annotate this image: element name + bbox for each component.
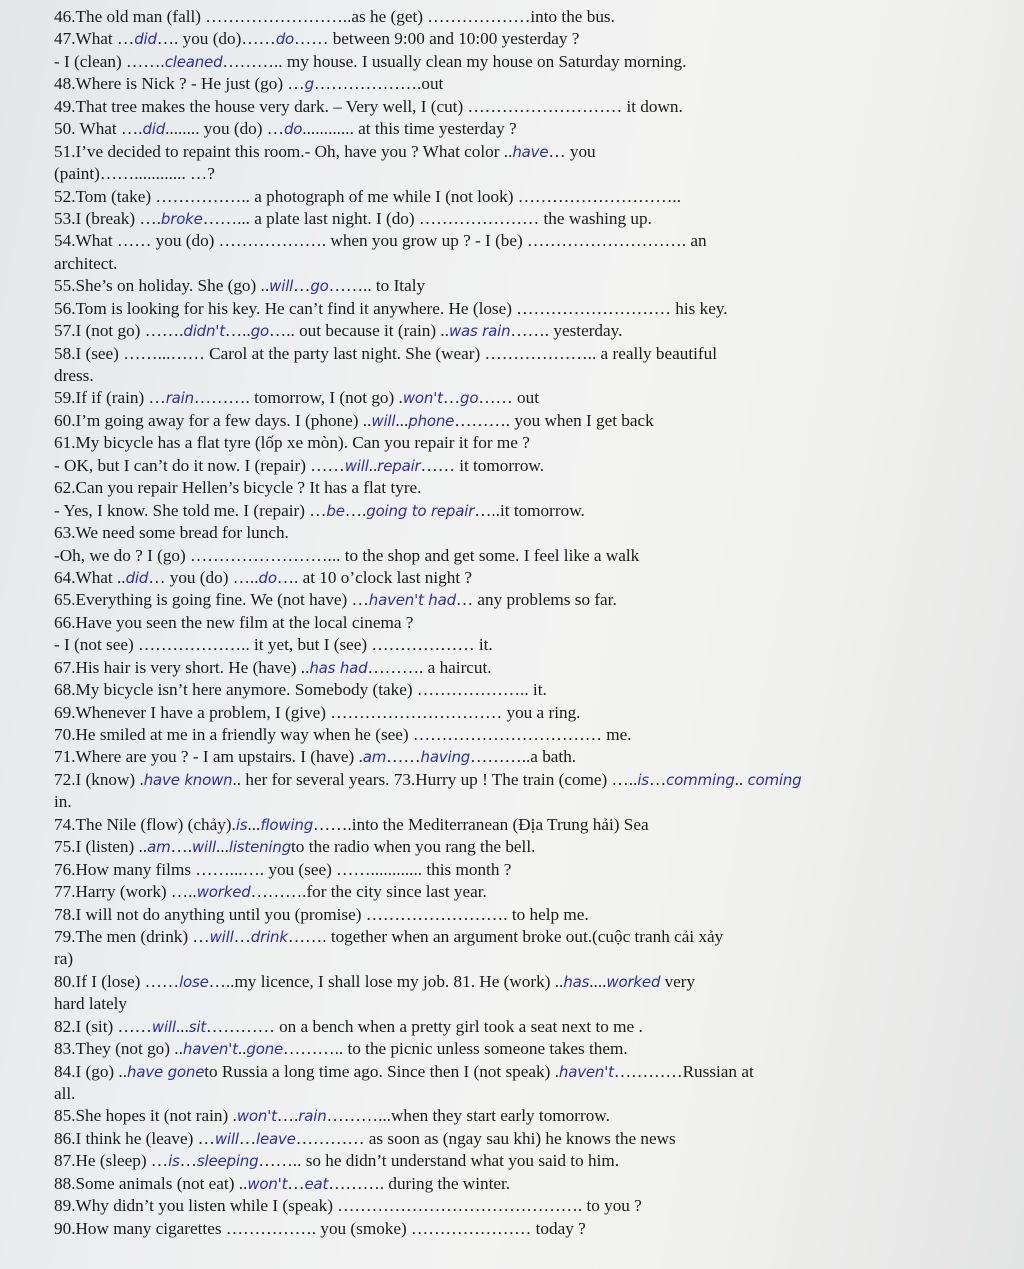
handwritten-answer: won't (402, 389, 443, 408)
printed-text: .. (368, 455, 378, 475)
exercise-line (54, 769, 984, 791)
exercise-line (54, 1128, 984, 1150)
printed-text: ………. tomorrow, I (not go) . (193, 388, 403, 408)
handwritten-answer: go (250, 322, 269, 341)
printed-text: 87.He (sleep) … (54, 1151, 169, 1171)
handwritten-answer: rain (298, 1107, 327, 1126)
printed-text: … (238, 1128, 257, 1148)
handwritten-answer: was rain (448, 322, 511, 341)
exercise-line (54, 1173, 984, 1195)
handwritten-answer: didn't (183, 322, 225, 341)
handwritten-answer: coming (747, 770, 802, 789)
handwritten-answer: flowing (260, 815, 314, 834)
handwritten-answer: am (362, 748, 387, 767)
printed-text: 85.She hopes it (not rain) . (54, 1106, 237, 1126)
printed-text: …. (276, 1106, 299, 1126)
exercise-line (54, 1038, 984, 1060)
printed-text: ... (175, 1016, 189, 1036)
exercise-line (54, 410, 984, 432)
exercise-line (54, 163, 984, 185)
exercise-line (54, 791, 984, 813)
printed-text: in. (54, 792, 72, 812)
printed-text: - I (clean) ……. (54, 51, 165, 71)
printed-text: 72.I (know) . (54, 769, 144, 789)
printed-text: …..my licence, I shall lose my job. 81. He (work) .. (208, 971, 564, 991)
printed-text: ………… as soon as (ngay sau khi) he knows the news (295, 1128, 676, 1148)
exercise-line (54, 634, 984, 656)
printed-text: dress. (54, 366, 94, 385)
printed-text: …….into the Mediterranean (Địa Trung hải) Sea (313, 814, 649, 834)
handwritten-answer: leave (256, 1129, 296, 1148)
handwritten-answer: will (344, 456, 369, 475)
handwritten-answer: will (209, 927, 234, 946)
exercise-line (54, 208, 984, 230)
exercise-line (54, 545, 984, 567)
printed-text: …… (386, 747, 421, 767)
printed-text: -Oh, we do ? I (go) ……………………... to the shop and get some. I feel like a walk (54, 545, 640, 565)
printed-text: 79.The men (drink) … (54, 926, 210, 946)
printed-text: ra) (54, 949, 74, 969)
printed-text: - I (not see) ……………….. it yet, but I (see) ……………… it. (54, 635, 493, 655)
printed-text: 90.How many cigarettes ……………. you (smoke) ………………… today ? (54, 1218, 586, 1238)
handwritten-answer: having (420, 748, 471, 767)
exercise-line (54, 1218, 984, 1240)
printed-text: 52.Tom (take) …………….. a photograph of me while I (not look) ……………………….. (54, 186, 681, 206)
exercise-line (54, 589, 984, 611)
exercise-line (54, 298, 984, 320)
printed-text: to the radio when you rang the bell. (291, 837, 536, 857)
handwritten-answer: cleaned (164, 52, 223, 71)
exercise-line (54, 141, 984, 163)
printed-text: 59.If if (rain) … (54, 388, 166, 408)
printed-text: 48.Where is Nick ? - He just (go) … (54, 74, 305, 94)
exercise-line (54, 679, 984, 701)
printed-text: …..it tomorrow. (474, 500, 585, 520)
printed-text: 46.The old man (fall) ……………………..as he (get) ………………into the bus. (54, 7, 615, 26)
exercise-line (54, 836, 984, 858)
exercise-line (54, 1016, 984, 1038)
printed-text: … (293, 276, 311, 296)
printed-text: 69.Whenever I have a problem, I (give) ………………………… you a ring. (54, 702, 581, 722)
handwritten-answer: do (283, 120, 303, 139)
handwritten-answer: lose (179, 972, 209, 991)
exercise-line (54, 724, 984, 746)
printed-text: ……….. to the picnic unless someone takes them. (283, 1039, 628, 1059)
printed-text: .. her for several years. 73.Hurry up ! The train (come) ….. (232, 769, 638, 789)
printed-text: 57.I (not go) ……. (54, 321, 184, 341)
printed-text: ……….. my house. I usually clean my house on Saturday morning. (222, 51, 687, 71)
handwritten-answer: did (134, 30, 157, 49)
printed-text: ………… on a bench when a pretty girl took a seat next to me . (206, 1016, 643, 1036)
handwritten-answer: has had (309, 658, 368, 677)
handwritten-answer: will (214, 1129, 239, 1148)
handwritten-answer: won't (247, 1174, 288, 1193)
printed-text: …. (344, 500, 367, 520)
handwritten-answer: rain (165, 389, 194, 408)
printed-text: …… out (478, 388, 539, 408)
exercise-line (54, 230, 984, 252)
printed-text: ………..a bath. (470, 747, 577, 767)
printed-text: 53.I (break) …. (54, 208, 161, 228)
handwritten-answer: sit (188, 1017, 207, 1036)
exercise-line (54, 926, 984, 948)
printed-text: 60.I’m going away for a few days. I (phone) .. (54, 410, 372, 430)
printed-text: ….. out because it (rain) .. (269, 321, 449, 341)
printed-text: ……….for the city since last year. (250, 882, 487, 902)
handwritten-answer: haven't (182, 1040, 238, 1059)
printed-text: ………. you when I get back (454, 410, 654, 430)
printed-text: 70.He smiled at me in a friendly way when he (see) …………………………… me. (54, 725, 632, 744)
exercise-line (54, 28, 984, 50)
exercise-line (54, 657, 984, 679)
printed-text: ……. together when an argument broke out.(cuộc tranh cải xảy (287, 926, 724, 946)
handwritten-answer: g (304, 75, 314, 94)
handwritten-answer: is (637, 770, 649, 789)
printed-text: …. you (do)…… (156, 29, 276, 49)
handwritten-answer: phone (408, 411, 455, 430)
printed-text: ... (247, 814, 261, 834)
printed-text: … (648, 769, 667, 789)
handwritten-answer: worked (606, 972, 661, 991)
printed-text: 67.His hair is very short. He (have) .. (54, 657, 310, 677)
exercise-line (54, 1195, 984, 1217)
printed-text: 84.I (go) .. (54, 1061, 128, 1081)
printed-text: … you (548, 141, 596, 161)
exercise-line (54, 612, 984, 634)
printed-text: ........ you (do) … (165, 119, 284, 139)
exercise-line (54, 993, 984, 1015)
handwritten-answer: will (371, 411, 396, 430)
printed-text: ……………….out (313, 74, 444, 94)
printed-text: 75.I (listen) .. (54, 837, 148, 857)
printed-text: 55.She’s on holiday. She (go) .. (54, 276, 270, 296)
printed-text: to Russia a long time ago. Since then I (not speak) . (204, 1061, 559, 1081)
printed-text: … any problems so far. (455, 590, 617, 610)
printed-text: 86.I think he (leave) … (54, 1128, 215, 1148)
printed-text: 88.Some animals (not eat) .. (54, 1173, 248, 1193)
exercise-line (54, 275, 984, 297)
handwritten-answer: am (147, 838, 171, 857)
printed-text: ….. (224, 321, 251, 341)
handwritten-answer: worked (196, 883, 251, 902)
printed-text: hard lately (54, 994, 128, 1014)
printed-text: 82.I (sit) …… (54, 1016, 152, 1036)
printed-text: …. (170, 837, 192, 857)
handwritten-answer: haven't (558, 1062, 614, 1081)
printed-text: … (442, 388, 461, 408)
printed-text: …………Russian at (613, 1061, 754, 1081)
printed-text: 50. What …. (54, 119, 143, 139)
printed-text: 76.How many films ……...…. you (see) ……............ this month ? (54, 859, 512, 879)
exercise-line (54, 702, 984, 724)
handwritten-answer: drink (250, 927, 288, 946)
exercise-line (54, 186, 984, 208)
handwritten-answer: haven't had (368, 591, 456, 610)
handwritten-answer: did (125, 568, 149, 587)
handwritten-answer: will (151, 1017, 176, 1036)
printed-text: 80.If I (lose) …… (54, 971, 180, 991)
handwritten-answer: eat (304, 1174, 329, 1193)
printed-text: 89.Why didn’t you listen while I (speak) ……………………………………. to you ? (54, 1196, 642, 1216)
printed-text: 71.Where are you ? - I am upstairs. I (have) . (54, 747, 363, 767)
printed-text: 65.Everything is going fine. We (not have) … (54, 590, 369, 610)
handwritten-answer: is (168, 1152, 180, 1171)
handwritten-answer: broke (160, 209, 203, 228)
printed-text: 54.What …… you (do) ………………. when you grow up ? - I (be) ………………………. an (54, 231, 707, 251)
printed-text: 68.My bicycle isn’t here anymore. Somebody (take) ……………….. it. (54, 680, 547, 700)
printed-text: … (233, 926, 251, 946)
printed-text: 66.Have you seen the new film at the local cinema ? (54, 612, 414, 632)
printed-text: ………. a haircut. (367, 657, 492, 677)
printed-text: ... (395, 410, 409, 430)
handwritten-answer: go (310, 277, 329, 296)
handwritten-answer: is (235, 815, 248, 834)
exercise-line (54, 881, 984, 903)
printed-text: - Yes, I know. She told me. I (repair) … (54, 500, 327, 520)
exercise-line (54, 455, 984, 477)
handwritten-answer: have known (143, 770, 233, 789)
exercise-line (54, 814, 984, 836)
handwritten-answer: listening (228, 838, 292, 857)
exercise-line (54, 859, 984, 881)
printed-text: … (287, 1173, 305, 1193)
printed-text: .... (589, 971, 607, 991)
exercise-line (54, 432, 984, 454)
printed-text: …….. so he didn’t understand what you said to him. (258, 1151, 620, 1171)
exercise-line (54, 73, 984, 95)
printed-text: ............ at this time yesterday ? (302, 119, 517, 139)
printed-text: 83.They (not go) .. (54, 1039, 183, 1059)
exercise-line (54, 1061, 984, 1083)
printed-text: ………...when they start early tomorrow. (326, 1106, 610, 1126)
printed-text: ………. during the winter. (328, 1173, 511, 1193)
printed-text: …….. to Italy (328, 276, 426, 296)
exercise-line (54, 365, 984, 387)
exercise-line (54, 971, 984, 993)
printed-text: ... (215, 837, 229, 857)
printed-text: all. (54, 1084, 76, 1103)
handwritten-answer: repair (377, 456, 421, 475)
printed-text: 62.Can you repair Hellen’s bicycle ? It has a flat tyre. (54, 478, 422, 498)
handwritten-answer: be (326, 501, 345, 520)
handwritten-answer: will (191, 838, 216, 857)
printed-text: (paint)……............ …? (54, 164, 215, 184)
printed-text: 49.That tree makes the house very dark. – Very well, I (cut) ……………………… it down. (54, 96, 683, 116)
exercise-line (54, 253, 984, 275)
exercise-line (54, 477, 984, 499)
printed-text: … you (do) ….. (148, 567, 259, 587)
printed-text: 77.Harry (work) ….. (54, 882, 197, 902)
handwritten-answer: do (275, 30, 295, 49)
exercise-line (54, 51, 984, 73)
printed-text: 64.What .. (54, 567, 126, 587)
handwritten-answer: going to repair (366, 501, 475, 520)
printed-text: …… between 9:00 and 10:00 yesterday ? (294, 29, 580, 49)
handwritten-answer: have (512, 142, 549, 161)
printed-text: …. at 10 o’clock last night ? (276, 567, 473, 587)
exercise-line (54, 6, 984, 28)
handwritten-answer: has (563, 972, 590, 991)
handwritten-answer: did (142, 120, 166, 139)
exercise-line (54, 387, 984, 409)
exercise-line (54, 904, 984, 926)
exercise-line (54, 96, 984, 118)
handwritten-answer: comming (666, 770, 735, 789)
printed-text: .. (237, 1039, 247, 1059)
printed-text: 58.I (see) ……...…… Carol at the party last night. She (wear) ……………….. a really beautiful (54, 343, 717, 363)
handwritten-answer: do (258, 568, 277, 587)
exercise-line (54, 343, 984, 365)
printed-text: ……. yesterday. (510, 321, 623, 341)
exercise-line (54, 1083, 984, 1105)
printed-text: 61.My bicycle has a flat tyre (lốp xe mòn). Can you repair it for me ? (54, 433, 530, 453)
handwritten-answer: won't (236, 1107, 277, 1126)
printed-text: …… it tomorrow. (420, 455, 544, 475)
exercise-line (54, 320, 984, 342)
exercise-line (54, 522, 984, 544)
exercise-line (54, 948, 984, 970)
printed-text: architect. (54, 253, 118, 273)
printed-text: very (660, 971, 696, 991)
handwritten-answer: gone (246, 1040, 284, 1059)
printed-text: 56.Tom is looking for his key. He can’t find it anywhere. He (lose) ……………………… his key. (54, 298, 728, 318)
printed-text: 63.We need some bread for lunch. (54, 523, 289, 543)
exercise-line (54, 1150, 984, 1172)
printed-text: .. (734, 769, 748, 789)
printed-text: ……... a plate last night. I (do) ………………… the washing up. (202, 208, 652, 228)
printed-text: … (179, 1151, 197, 1171)
exercise-line (54, 1105, 984, 1127)
exercise-line (54, 118, 984, 140)
exercise-line (54, 746, 984, 768)
handwritten-answer: sleeping (196, 1152, 259, 1171)
exercise-line (54, 567, 984, 589)
handwritten-answer: have gone (127, 1062, 205, 1081)
handwritten-answer: will (269, 277, 294, 296)
printed-text: 74.The Nile (flow) (chảy). (54, 814, 236, 834)
handwritten-answer: go (460, 389, 479, 408)
printed-text: 51.I’ve decided to repaint this room.- Oh, have you ? What color .. (54, 141, 513, 161)
printed-text: 47.What … (54, 29, 135, 49)
exercise-line (54, 500, 984, 522)
printed-text: - OK, but I can’t do it now. I (repair) …… (54, 455, 345, 475)
printed-text: 78.I will not do anything until you (promise) ……………………. to help me. (54, 904, 589, 924)
